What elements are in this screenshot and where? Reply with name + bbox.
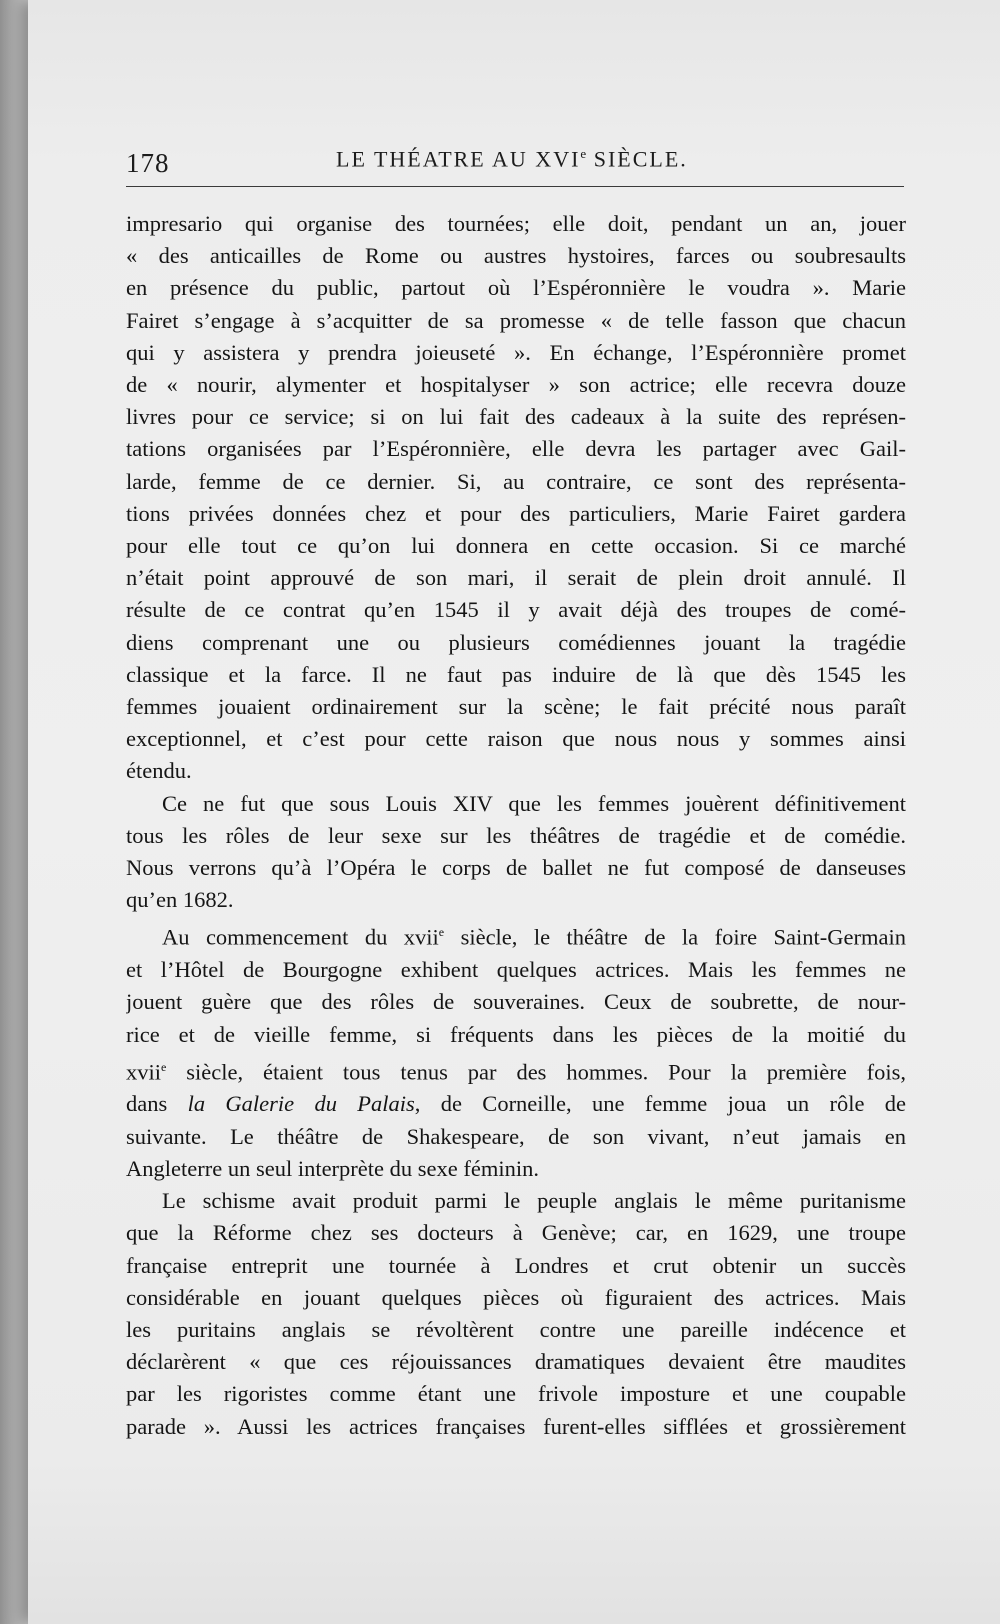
text-run: Au commencement du xvii xyxy=(162,924,439,950)
text-line: diens comprenant une ou plusieurs comédiennes jouant la tragédie xyxy=(126,629,906,655)
text-line: et l’Hôtel de Bourgogne exhibent quelques actrices. Mais les femmes ne xyxy=(126,957,906,983)
text-line: larde, femme de ce dernier. Si, au contraire, ce sont des représenta- xyxy=(126,468,906,494)
text-line: jouent guère que des rôles de souveraines. Ceux de soubrette, de nour- xyxy=(126,989,906,1015)
text-line: « des anticailles de Rome ou austres hystoires, farces ou soubresaults xyxy=(126,243,906,269)
text-line: en présence du public, partout où l’Espéronnière le voudra ». Marie xyxy=(126,275,906,301)
text-line: Fairet s’engage à s’acquitter de sa promesse « de telle fasson que chacun xyxy=(126,307,906,333)
text-line: parade ». Aussi les actrices françaises furent-elles sifflées et grossièrement xyxy=(126,1413,906,1439)
text-line: les puritains anglais se révoltèrent contre une pareille indécence et xyxy=(126,1316,906,1342)
paragraph-3 xyxy=(126,916,906,1185)
body-text xyxy=(126,208,906,1443)
text-line: Nous verrons qu’à l’Opéra le corps de ballet ne fut composé de danseuses xyxy=(126,855,906,881)
running-title xyxy=(336,146,688,172)
italic-title: la Galerie du Palais xyxy=(187,1091,415,1117)
text-line: étendu. xyxy=(126,758,192,784)
text-line: impresario qui organise des tournées; elle doit, pendant un an, jouer xyxy=(126,211,906,236)
text-line: déclarèrent « que ces réjouissances dramatiques devaient être maudites xyxy=(126,1349,906,1375)
text-line: pour elle tout ce qu’on lui donnera en cette occasion. Si ce marché xyxy=(126,533,906,559)
text-run: siècle, étaient tous tenus par des hommes. Pour la première fois, xyxy=(166,1059,906,1085)
text-line: suivante. Le théâtre de Shakespeare, de son vivant, n’eut jamais en xyxy=(126,1123,906,1149)
text-run: , de Corneille, une femme joua un rôle de xyxy=(414,1091,906,1117)
text-run: xvii xyxy=(126,1059,162,1085)
text-line: exceptionnel, et c’est pour cette raison que nous nous y sommes ainsi xyxy=(126,726,906,752)
paragraph-4 xyxy=(126,1185,906,1443)
running-title-superscript: e xyxy=(580,146,587,161)
text-run: siècle, le théâtre de la foire Saint-Germain xyxy=(444,924,906,950)
text-line xyxy=(126,916,906,954)
text-line: rice et de vieille femme, si fréquents dans les pièces de la moitié du xyxy=(126,1021,906,1047)
page-header xyxy=(126,142,906,186)
paragraph-1 xyxy=(126,208,906,788)
text-line: par les rigoristes comme étant une frivole imposture et une coupable xyxy=(126,1381,906,1407)
text-line: tous les rôles de leur sexe sur les théâtres de tragédie et de comédie. xyxy=(126,822,906,848)
superscript: e xyxy=(438,925,445,940)
text-line: Le schisme avait produit parmi le peuple anglais le même puritanisme xyxy=(162,1188,906,1214)
text-line: résulte de ce contrat qu’en 1545 il y avait déjà des troupes de comé- xyxy=(126,597,906,623)
text-line xyxy=(126,1088,906,1120)
text-line: classique et la farce. Il ne faut pas induire de là que dès 1545 les xyxy=(126,661,906,687)
text-line: que la Réforme chez ses docteurs à Genève; car, en 1629, une troupe xyxy=(126,1220,906,1246)
running-title-end: SIÈCLE. xyxy=(586,146,688,172)
text-line: française entreprit une tournée à Londres et crut obtenir un succès xyxy=(126,1252,906,1278)
text-line: qu’en 1682. xyxy=(126,887,234,913)
text-line: livres pour ce service; si on lui fait des cadeaux à la suite des représen- xyxy=(126,404,906,430)
text-line: considérable en jouant quelques pièces où figuraient des actrices. Mais xyxy=(126,1284,906,1310)
superscript: e xyxy=(161,1059,167,1074)
page-number: 178 xyxy=(126,148,170,178)
text-line: n’était point approuvé de son mari, il serait de plein droit annulé. Il xyxy=(126,565,906,591)
header-rule xyxy=(126,186,904,187)
text-line: tations organisées par l’Espéronnière, elle devra les partager avec Gail- xyxy=(126,436,906,462)
text-line: de « nourir, alymenter et hospitalyser » son actrice; elle recevra douze xyxy=(126,372,906,398)
text-line: femmes jouaient ordinairement sur la scène; le fait précité nous paraît xyxy=(126,694,906,720)
text-line: qui y assistera y prendra joieuseté ». En échange, l’Espéronnière promet xyxy=(126,339,906,365)
text-line: Angleterre un seul interprète du sexe féminin. xyxy=(126,1155,539,1181)
text-line: tions privées données chez et pour des particuliers, Marie Fairet gardera xyxy=(126,500,906,526)
text-line xyxy=(126,1051,906,1089)
running-title-main: LE THÉATRE AU XVI xyxy=(336,146,581,172)
paragraph-2 xyxy=(126,788,906,917)
text-run: dans xyxy=(126,1091,188,1117)
text-line: Ce ne fut que sous Louis XIV que les femmes jouèrent définitivement xyxy=(162,790,906,816)
